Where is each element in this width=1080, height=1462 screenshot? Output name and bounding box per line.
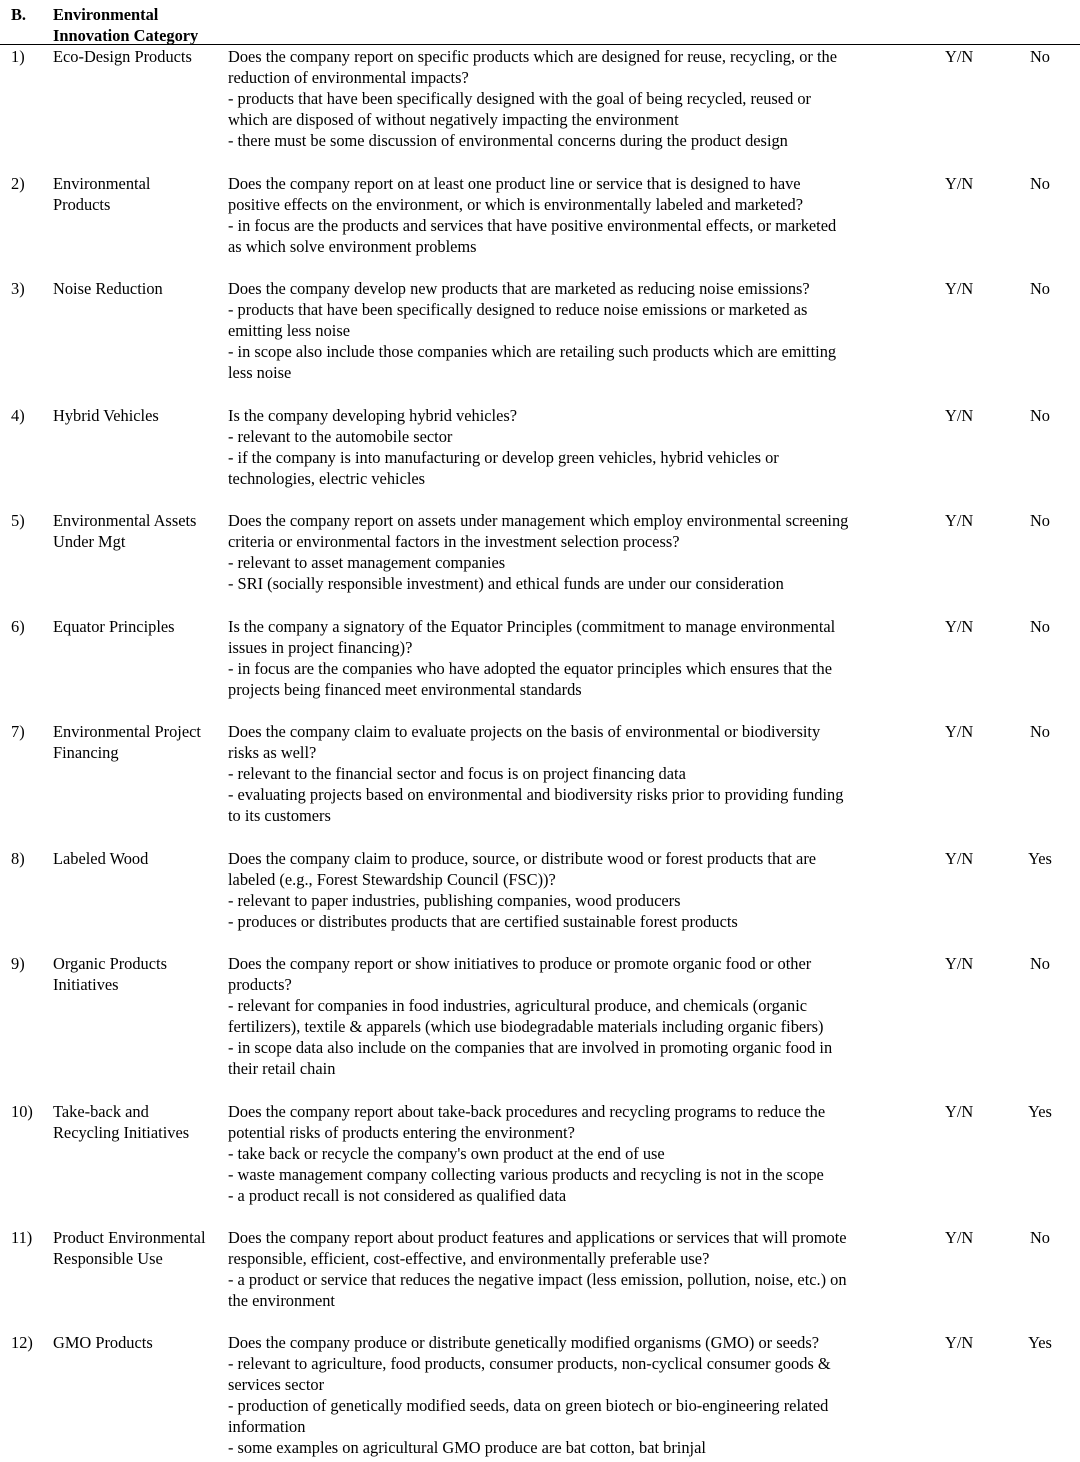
- category-name-line: Hybrid Vehicles: [53, 406, 159, 425]
- answer-type: Y/N: [945, 279, 974, 298]
- answer-value: No: [1029, 511, 1051, 530]
- category-name-line: Environmental Project: [53, 722, 201, 741]
- answer-value: No: [1029, 954, 1051, 973]
- description-line: Is the company a signatory of the Equator Principles (commitment to manage environmental: [228, 617, 836, 636]
- description-line: criteria or environmental factors in the investment selection process?: [228, 532, 680, 551]
- description-line: the environment: [228, 1291, 335, 1310]
- description-line: - produces or distributes products that are certified sustainable forest products: [228, 912, 738, 931]
- category-header-line: Environmental: [53, 5, 159, 24]
- category-name-line: Responsible Use: [53, 1249, 163, 1268]
- category-name-line: Financing: [53, 743, 119, 762]
- description-line: information: [228, 1417, 306, 1436]
- description-line: - relevant to the financial sector and focus is on project financing data: [228, 764, 686, 783]
- description-line: - relevant to paper industries, publishing companies, wood producers: [228, 891, 681, 910]
- description-line: services sector: [228, 1375, 325, 1394]
- category-name-line: Noise Reduction: [53, 279, 163, 298]
- category-name: [53, 721, 228, 763]
- answer-value: Yes: [1028, 849, 1052, 868]
- description-line: - relevant for companies in food industries, agricultural produce, and chemicals (organic: [228, 996, 808, 1015]
- description-line: responsible, efficient, cost-effective, and environmentally preferable use?: [228, 1249, 710, 1268]
- description-line: - some examples on agricultural GMO produce are bat cotton, bat brinjal: [228, 1438, 706, 1457]
- category-header-line: Innovation Category: [53, 26, 199, 45]
- description-line: Does the company produce or distribute genetically modified organisms (GMO) or seeds?: [228, 1333, 819, 1352]
- category-name-line: Take-back and: [53, 1102, 149, 1121]
- description-line: as which solve environment problems: [228, 237, 477, 256]
- category-name: [53, 1101, 228, 1143]
- row-number: 12): [11, 1333, 33, 1352]
- answer-value: No: [1029, 174, 1051, 193]
- row-number: 10): [11, 1102, 33, 1121]
- row-number: 3): [11, 279, 25, 298]
- answer-type: Y/N: [945, 47, 974, 66]
- criterion-description: [228, 616, 928, 700]
- criterion-description: [228, 953, 928, 1079]
- answer-type: Y/N: [945, 1333, 974, 1352]
- description-line: - relevant to the automobile sector: [228, 427, 453, 446]
- description-line: - in scope data also include on the companies that are involved in promoting organic food in: [228, 1038, 833, 1057]
- category-name: [53, 46, 228, 67]
- row-number: 1): [11, 47, 25, 66]
- criterion-description: [228, 721, 928, 826]
- answer-type: Y/N: [945, 511, 974, 530]
- description-line: - production of genetically modified seeds, data on green biotech or bio-engineering related: [228, 1396, 829, 1415]
- description-line: - a product recall is not considered as qualified data: [228, 1186, 567, 1205]
- category-name: [53, 953, 228, 995]
- description-line: - products that have been specifically designed to reduce noise emissions or marketed as: [228, 300, 808, 319]
- category-name-line: Under Mgt: [53, 532, 126, 551]
- description-line: - products that have been specifically designed with the goal of being recycled, reused or: [228, 89, 812, 108]
- category-name-line: Product Environmental: [53, 1228, 206, 1247]
- category-name: [53, 510, 228, 552]
- row-number: 11): [11, 1228, 33, 1247]
- category-name-line: Initiatives: [53, 975, 119, 994]
- criterion-description: [228, 405, 928, 489]
- description-line: risks as well?: [228, 743, 317, 762]
- category-name-line: Recycling Initiatives: [53, 1123, 190, 1142]
- answer-type: Y/N: [945, 617, 974, 636]
- answer-value: No: [1029, 1228, 1051, 1247]
- description-line: Does the company claim to evaluate projects on the basis of environmental or biodiversity: [228, 722, 821, 741]
- category-name-line: Environmental: [53, 174, 151, 193]
- description-line: - relevant to agriculture, food products, consumer products, non-cyclical consumer goods &: [228, 1354, 831, 1373]
- description-line: - waste management company collecting various products and recycling is not in the scope: [228, 1165, 824, 1184]
- category-name-line: Organic Products: [53, 954, 167, 973]
- criterion-description: [228, 1101, 928, 1206]
- answer-type: Y/N: [945, 406, 974, 425]
- description-line: - take back or recycle the company's own product at the end of use: [228, 1144, 665, 1163]
- category-name-line: Labeled Wood: [53, 849, 149, 868]
- criterion-description: [228, 1332, 928, 1458]
- answer-value: No: [1029, 279, 1051, 298]
- row-number: 9): [11, 954, 25, 973]
- description-line: Does the company claim to produce, source, or distribute wood or forest products that are: [228, 849, 817, 868]
- description-line: issues in project financing)?: [228, 638, 413, 657]
- row-number: 7): [11, 722, 25, 741]
- criterion-description: [228, 173, 928, 257]
- row-number: 8): [11, 849, 25, 868]
- description-line: - SRI (socially responsible investment) and ethical funds are under our consideration: [228, 574, 784, 593]
- description-line: - in focus are the companies who have adopted the equator principles which ensures that the: [228, 659, 832, 678]
- answer-value: No: [1029, 47, 1051, 66]
- description-line: less noise: [228, 363, 292, 382]
- description-line: - a product or service that reduces the negative impact (less emission, pollution, noise, etc.) on: [228, 1270, 847, 1289]
- description-line: Does the company report about product features and applications or services that will promote: [228, 1228, 847, 1247]
- answer-value: No: [1029, 406, 1051, 425]
- description-line: Does the company report on assets under management which employ environmental screening: [228, 511, 849, 530]
- answer-type: Y/N: [945, 722, 974, 741]
- category-name: [53, 173, 228, 215]
- answer-type: Y/N: [945, 1228, 974, 1247]
- description-line: - there must be some discussion of environmental concerns during the product design: [228, 131, 788, 150]
- row-number: 6): [11, 617, 25, 636]
- description-line: to its customers: [228, 806, 331, 825]
- category-name: [53, 1227, 228, 1269]
- section-label: B.: [11, 5, 27, 24]
- description-line: Does the company report on at least one product line or service that is designed to have: [228, 174, 801, 193]
- description-line: - in scope also include those companies which are retailing such products which are emitting: [228, 342, 837, 361]
- description-line: Does the company report on specific products which are designed for reuse, recycling, or the: [228, 47, 837, 66]
- description-line: Is the company developing hybrid vehicles?: [228, 406, 518, 425]
- description-line: which are disposed of without negatively impacting the environment: [228, 110, 679, 129]
- description-line: Does the company develop new products that are marketed as reducing noise emissions?: [228, 279, 810, 298]
- description-line: - in focus are the products and services that have positive environmental effects, or marketed: [228, 216, 837, 235]
- criterion-description: [228, 1227, 928, 1311]
- answer-value: Yes: [1028, 1333, 1052, 1352]
- criterion-description: [228, 278, 928, 383]
- category-name-line: Environmental Assets: [53, 511, 197, 530]
- category-name-line: Equator Principles: [53, 617, 175, 636]
- answer-type: Y/N: [945, 1102, 974, 1121]
- description-line: fertilizers), textile & apparels (which use biodegradable materials including organic fibers): [228, 1017, 824, 1036]
- category-name-line: GMO Products: [53, 1333, 153, 1352]
- description-line: Does the company report about take-back procedures and recycling programs to reduce the: [228, 1102, 826, 1121]
- criterion-description: [228, 848, 928, 932]
- description-line: potential risks of products entering the environment?: [228, 1123, 575, 1142]
- category-name: [53, 848, 228, 869]
- description-line: - relevant to asset management companies: [228, 553, 506, 572]
- row-number: 4): [11, 406, 25, 425]
- answer-type: Y/N: [945, 954, 974, 973]
- table-header: [0, 4, 1080, 44]
- answer-type: Y/N: [945, 849, 974, 868]
- description-line: technologies, electric vehicles: [228, 469, 426, 488]
- category-name: [53, 1332, 228, 1353]
- description-line: their retail chain: [228, 1059, 336, 1078]
- header-divider: [0, 44, 1080, 45]
- answer-value: No: [1029, 722, 1051, 741]
- description-line: products?: [228, 975, 292, 994]
- description-line: positive effects on the environment, or which is environmentally labeled and marketed?: [228, 195, 804, 214]
- row-number: 5): [11, 511, 25, 530]
- category-name: [53, 278, 228, 299]
- description-line: projects being financed meet environmental standards: [228, 680, 582, 699]
- description-line: - if the company is into manufacturing or develop green vehicles, hybrid vehicles or: [228, 448, 779, 467]
- answer-type: Y/N: [945, 174, 974, 193]
- description-line: emitting less noise: [228, 321, 351, 340]
- description-line: - evaluating projects based on environmental and biodiversity risks prior to providing funding: [228, 785, 844, 804]
- category-name: [53, 616, 228, 637]
- criterion-description: [228, 46, 928, 151]
- description-line: reduction of environmental impacts?: [228, 68, 469, 87]
- criterion-description: [228, 510, 928, 594]
- description-line: Does the company report or show initiatives to produce or promote organic food or other: [228, 954, 812, 973]
- answer-value: No: [1029, 617, 1051, 636]
- category-name-line: Products: [53, 195, 111, 214]
- answer-value: Yes: [1028, 1102, 1052, 1121]
- category-column-header: [53, 4, 228, 46]
- description-line: labeled (e.g., Forest Stewardship Council (FSC))?: [228, 870, 556, 889]
- row-number: 2): [11, 174, 25, 193]
- category-name-line: Eco-Design Products: [53, 47, 192, 66]
- category-name: [53, 405, 228, 426]
